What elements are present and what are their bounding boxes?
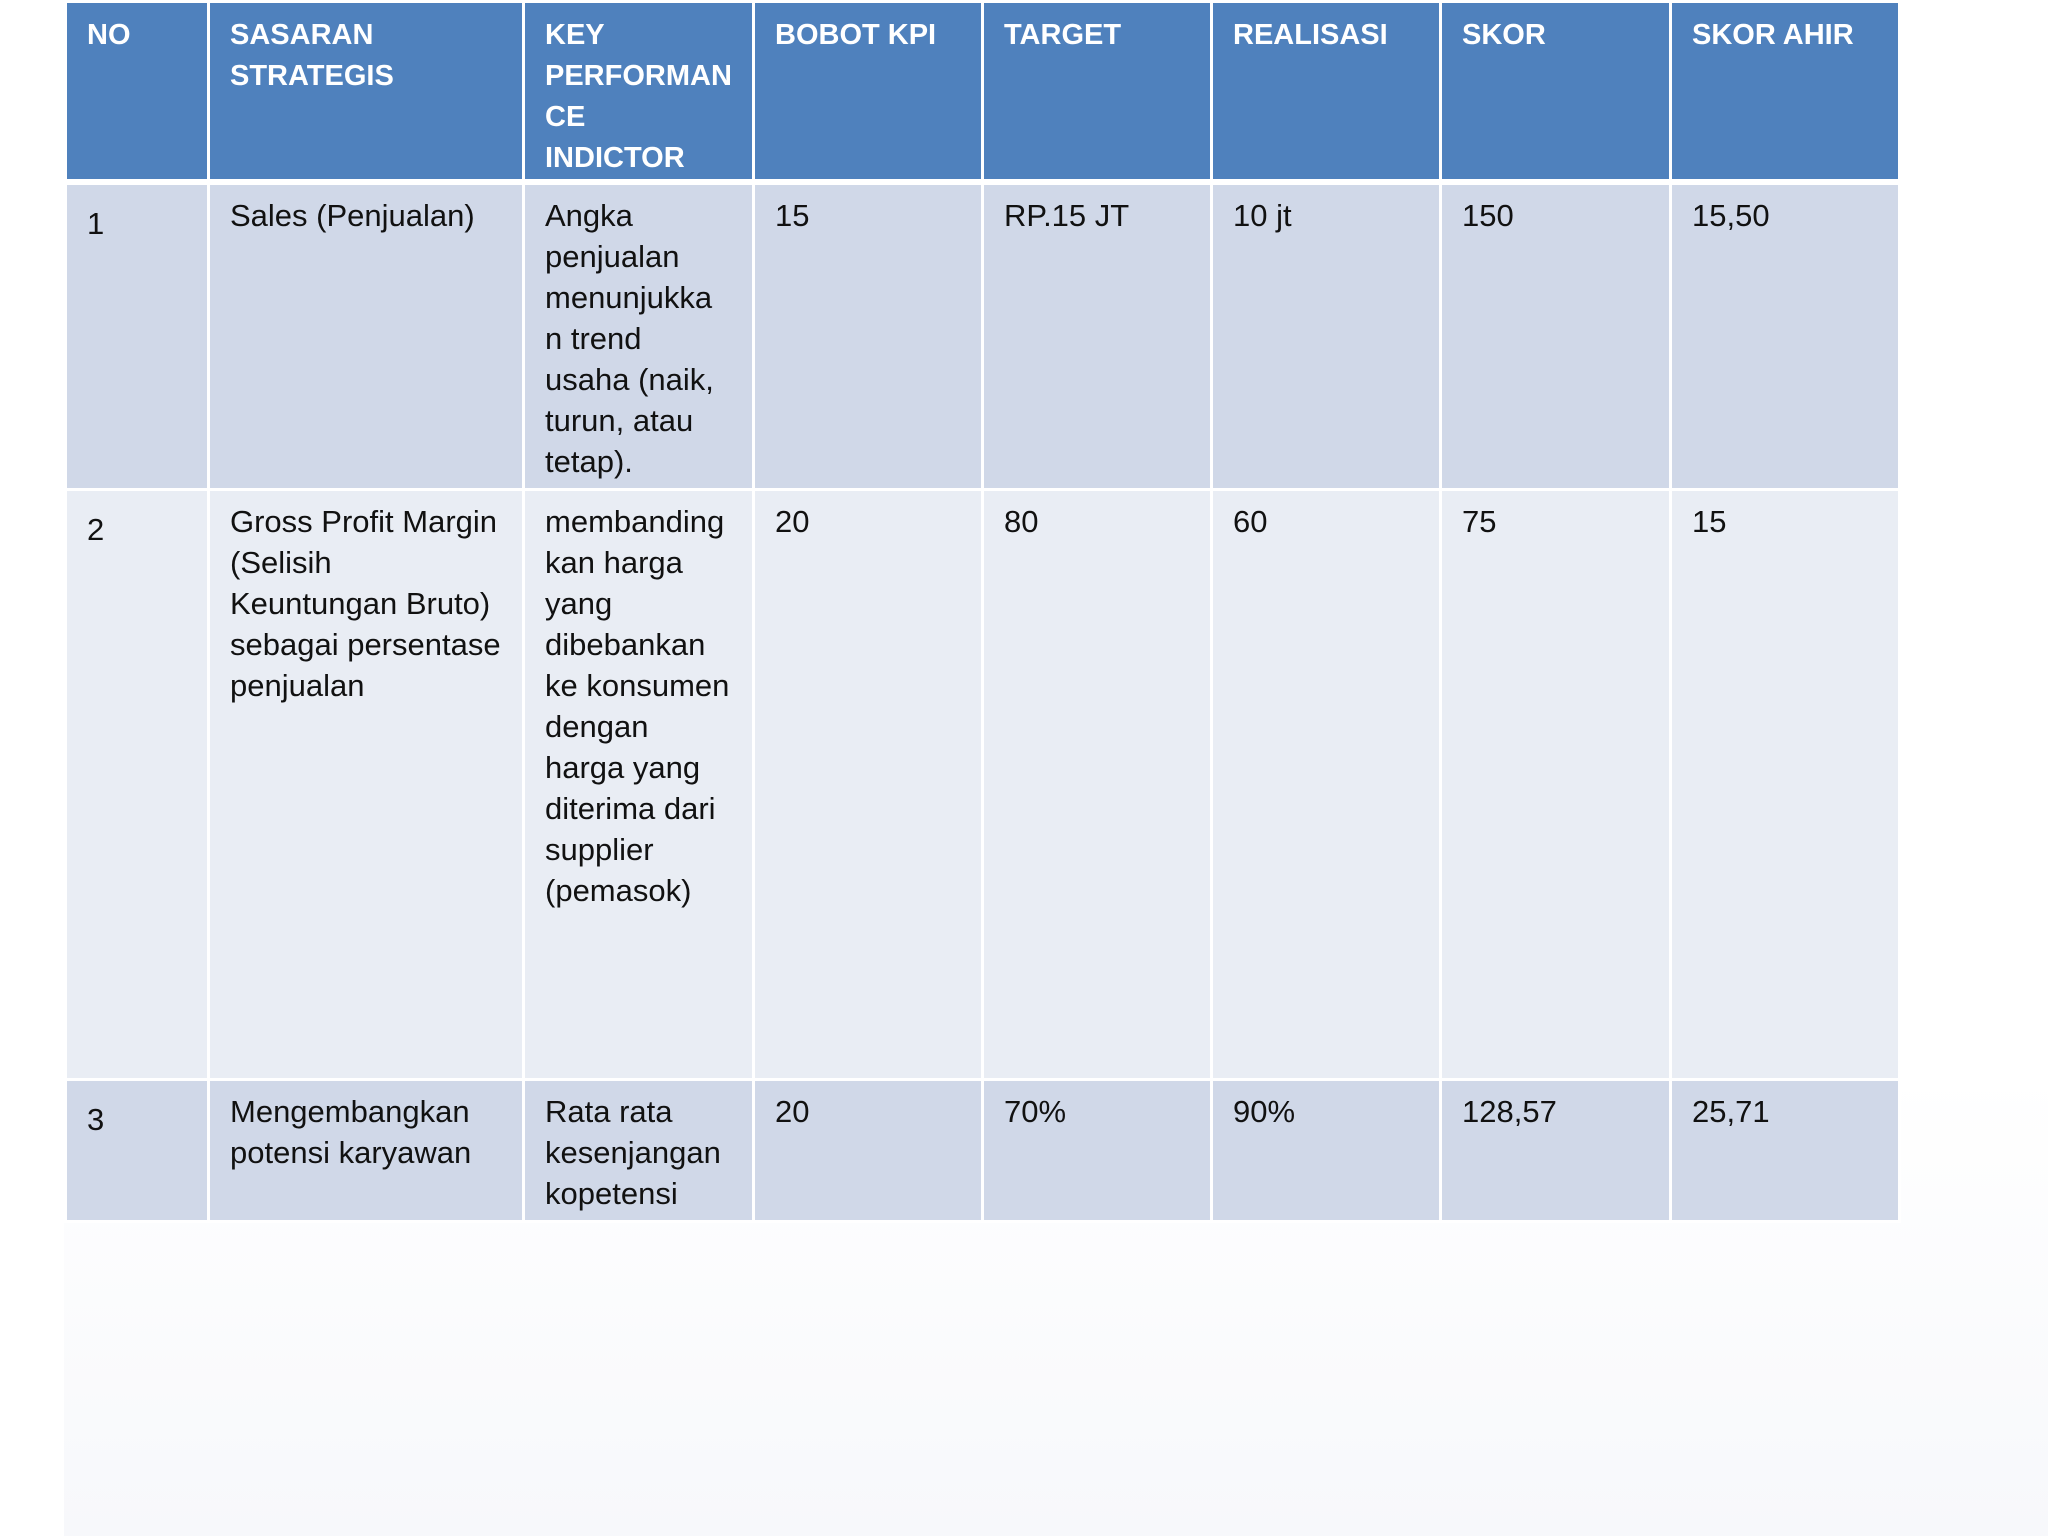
cell-no: 3 (66, 1079, 209, 1221)
header-sasaran-strategis: SASARAN STRATEGIS (209, 2, 524, 183)
cell-realisasi: 90% (1212, 1079, 1441, 1221)
kpi-table (64, 0, 1901, 1223)
cell-skor: 75 (1441, 489, 1671, 1079)
cell-kpi: Angka penjualan menunjukka n trend usaha (naik, turun, atau tetap). (524, 182, 754, 489)
table-row (66, 1079, 1900, 1221)
header-key-performance-indicator: KEY PERFORMAN CE INDICTOR (524, 2, 754, 183)
cell-target: 70% (983, 1079, 1212, 1221)
header-realisasi: REALISASI (1212, 2, 1441, 183)
header-skor: SKOR (1441, 2, 1671, 183)
cell-realisasi: 10 jt (1212, 182, 1441, 489)
cell-skor-ahir: 25,71 (1671, 1079, 1900, 1221)
cell-sasaran: Gross Profit Margin (Selisih Keuntungan Bruto) sebagai persentase penjualan (209, 489, 524, 1079)
header-target: TARGET (983, 2, 1212, 183)
cell-bobot: 15 (754, 182, 983, 489)
header-no: NO (66, 2, 209, 183)
cell-bobot: 20 (754, 489, 983, 1079)
cell-kpi: membanding kan harga yang dibebankan ke konsumen dengan harga yang diterima dari supplier (pemasok) (524, 489, 754, 1079)
table-row (66, 182, 1900, 489)
cell-skor-ahir: 15 (1671, 489, 1900, 1079)
cell-target: 80 (983, 489, 1212, 1079)
cell-skor: 128,57 (1441, 1079, 1671, 1221)
table-header-row (66, 2, 1900, 183)
cell-sasaran: Sales (Penjualan) (209, 182, 524, 489)
cell-realisasi: 60 (1212, 489, 1441, 1079)
header-bobot-kpi: BOBOT KPI (754, 2, 983, 183)
cell-sasaran: Mengembangkan potensi karyawan (209, 1079, 524, 1221)
cell-skor: 150 (1441, 182, 1671, 489)
cell-bobot: 20 (754, 1079, 983, 1221)
cell-no: 2 (66, 489, 209, 1079)
cell-target: RP.15 JT (983, 182, 1212, 489)
cell-no: 1 (66, 182, 209, 489)
header-skor-ahir: SKOR AHIR (1671, 2, 1900, 183)
cell-skor-ahir: 15,50 (1671, 182, 1900, 489)
cell-kpi: Rata rata kesenjangan kopetensi (524, 1079, 754, 1221)
table-row (66, 489, 1900, 1079)
